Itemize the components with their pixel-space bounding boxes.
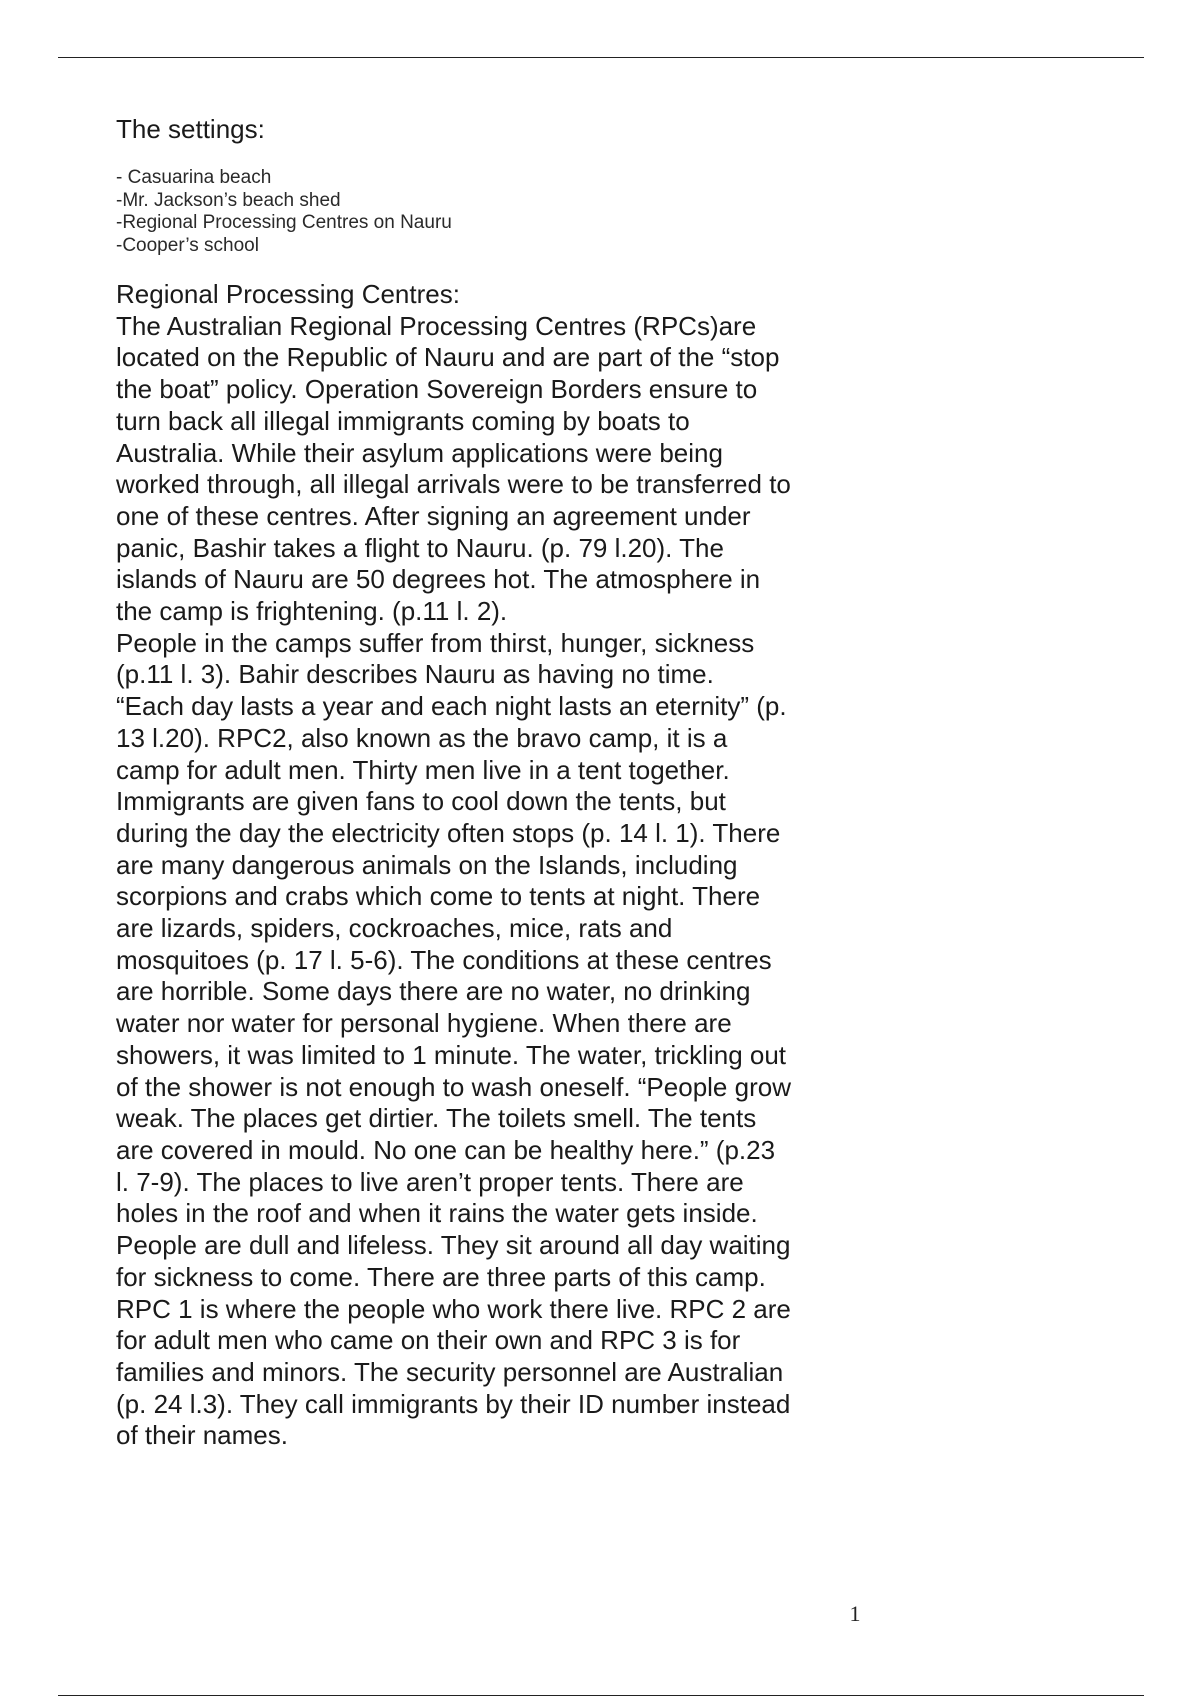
- top-rule: [58, 57, 1144, 58]
- settings-item-coopers-school: -Cooper’s school: [116, 234, 259, 256]
- rpc-paragraph-conditions: People in the camps suffer from thirst, hunger, sickness (p.11 l. 3). Bahir describes Nauru as having no time. “Each day lasts a year and each night lasts an eternity” (p. 13 l.20). RPC2, also known as the bravo camp, it is a camp for adult men. Thirty men live in a tent together. Immigrants are given fans to cool down the tents, but during the day the electricity often stops (p. 14 l. 1). There are many dangerous animals on the Islands, including scorpions and crabs which come to tents at night. There are lizards, spiders, cockroaches, mice, rats and mosquitoes (p. 17 l. 5-6). The conditions at these centres are horrible. Some days there are no water, no drinking water nor water for personal hygiene. When there are showers, it was limited to 1 minute. The water, trickling out of the shower is not enough to wash oneself. “People grow weak. The places get dirtier. The toilets smell. The tents are covered in mould. No one can be healthy here.” (p.23 l. 7-9). The places to live aren’t proper tents. There are holes in the roof and when it rains the water gets inside. People are dull and lifeless. They sit around all day waiting for sickness to come. There are three parts of this camp. RPC 1 is where the people who work there live. RPC 2 are for adult men who came on their own and RPC 3 is for families and minors. The security personnel are Australian (p. 24 l.3). They call immigrants by their ID number instead of their names.: [116, 627, 791, 1451]
- settings-item-casuarina-beach: - Casuarina beach: [116, 167, 272, 188]
- page-number: 1: [849, 1601, 861, 1626]
- settings-heading: The settings:: [116, 114, 265, 144]
- settings-item-processing-centres: -Regional Processing Centres on Nauru: [116, 212, 452, 233]
- settings-item-beach-shed: -Mr. Jackson’s beach shed: [116, 189, 341, 211]
- bottom-rule: [58, 1695, 1144, 1696]
- settings-list: [116, 167, 876, 257]
- rpc-paragraph-intro: The Australian Regional Processing Centres (RPCs)are located on the Republic of Nauru and are part of the “stop the boat” policy. Operation Sovereign Borders ensure to turn back all illegal immigrants coming by boats to Australia. While their asylum applications were being worked through, all illegal arrivals were to be transferred to one of these centres. After signing an agreement under panic, Bashir takes a flight to Nauru. (p. 79 l.20). The islands of Nauru are 50 degrees hot. The atmosphere in the camp is frightening. (p.11 l. 2).: [116, 310, 791, 627]
- rpc-heading: Regional Processing Centres:: [116, 279, 460, 309]
- document-body: [116, 113, 876, 1452]
